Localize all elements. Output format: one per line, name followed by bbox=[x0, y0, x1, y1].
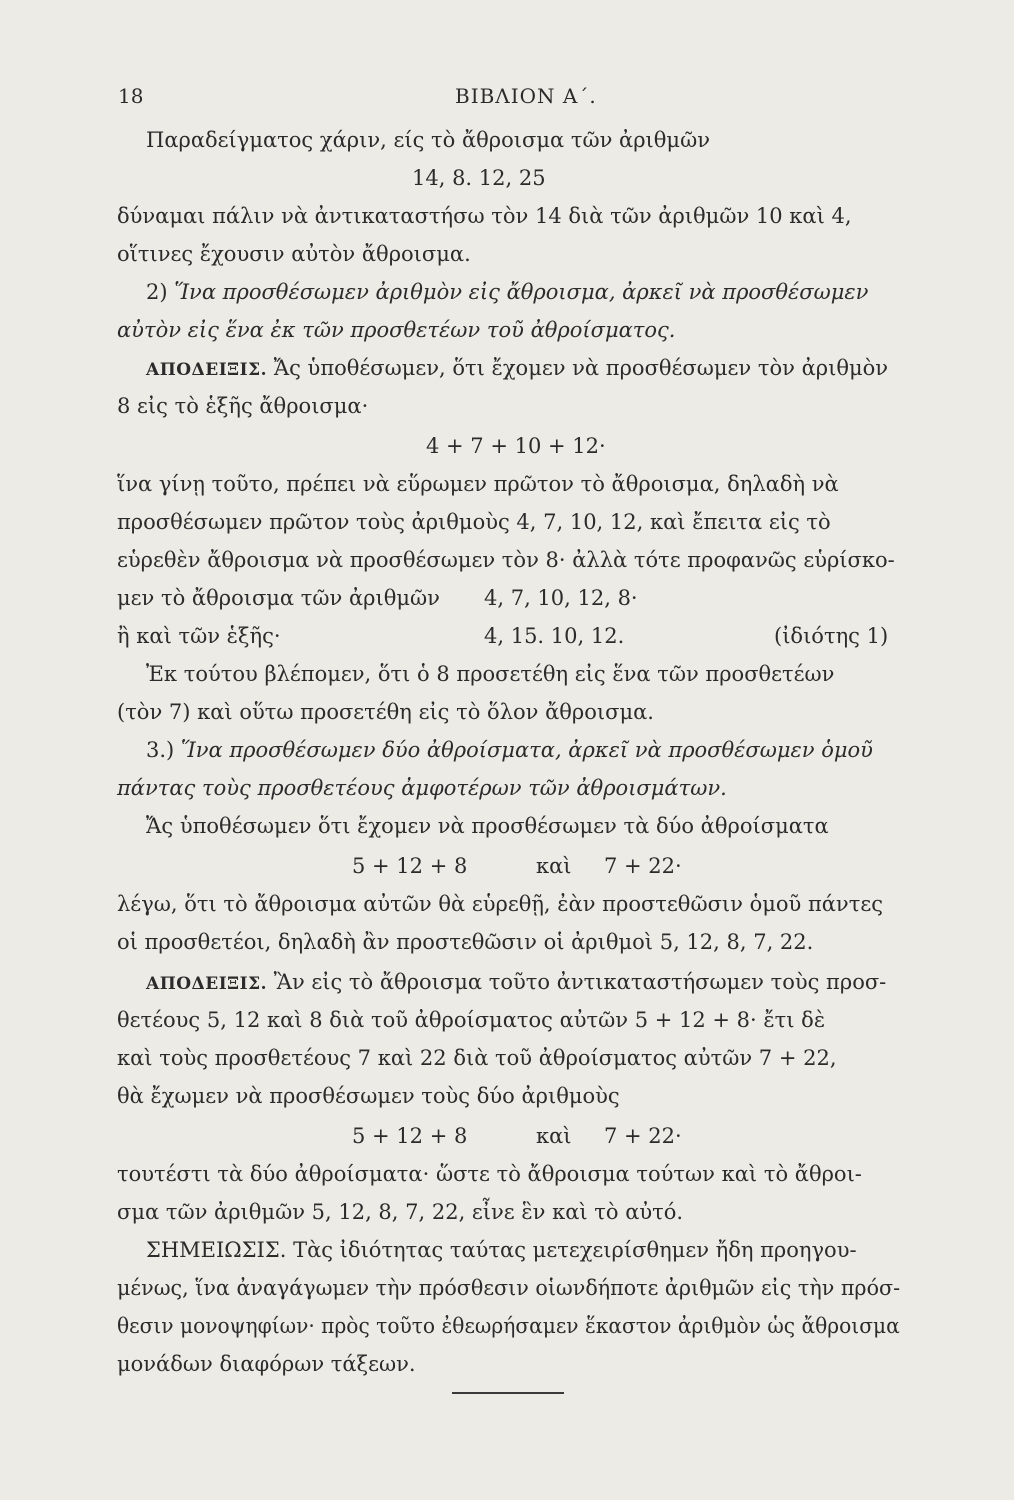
text-line: τουτέστι τὰ δύο ἀθροίσματα· ὥστε τὸ ἄθροισμα τούτων καὶ τὸ ἄθροι- bbox=[117, 1162, 862, 1186]
text-line: οἱ προσθετέοι, δηλαδὴ ἂν προστεθῶσιν οἱ ἀριθμοὶ 5, 12, 8, 7, 22. bbox=[117, 930, 814, 954]
property-statement bbox=[146, 282, 868, 303]
end-rule bbox=[452, 1392, 564, 1394]
text-line: Παραδείγματος χάριν, είς τὸ ἄθροισμα τῶν ἀριθμῶν bbox=[146, 128, 710, 152]
text-line: ἢ καὶ τῶν ἑξῆς· bbox=[117, 624, 281, 648]
equation: 5 + 12 + 8 bbox=[352, 854, 468, 878]
property-text: Ἵνα προσθέσωμεν δύο ἀθροίσματα, ἀρκεῖ νὰ προσθέσωμεν ὁμοῦ bbox=[180, 738, 873, 762]
text-line: καὶ τοὺς προσθετέους 7 καὶ 22 διὰ τοῦ ἀθροίσματος αὐτῶν 7 + 22, bbox=[117, 1046, 837, 1070]
proof-text: Ἂν εἰς τὸ ἄθροισμα τοῦτο ἀντικαταστήσωμεν τοὺς προσ- bbox=[273, 970, 887, 994]
property-statement-cont: πάντας τοὺς προσθετέους ἀμφοτέρων τῶν ἀθροισμάτων. bbox=[117, 776, 727, 800]
equation: 4 + 7 + 10 + 12· bbox=[426, 434, 606, 458]
text-line: οἵτινες ἔχουσιν αὐτὸν ἄθροισμα. bbox=[117, 242, 471, 266]
property-reference: (ἰδιότης 1) bbox=[774, 624, 889, 648]
property-statement-cont: αὐτὸν εἰς ἕνα ἐκ τῶν προσθετέων τοῦ ἀθροίσματος. bbox=[117, 318, 676, 342]
text-line: θετέους 5, 12 καὶ 8 διὰ τοῦ ἀθροίσματος αὐτῶν 5 + 12 + 8· ἔτι δὲ bbox=[117, 1008, 826, 1032]
text-line: εὑρεθὲν ἄθροισμα νὰ προσθέσωμεν τὸν 8· ἀλλὰ τότε προφανῶς εὑρίσκο- bbox=[117, 548, 895, 572]
text-line: θὰ ἔχωμεν νὰ προσθέσωμεν τοὺς δύο ἀριθμοὺς bbox=[117, 1084, 620, 1108]
proof-text: Ἄς ὑποθέσωμεν, ὅτι ἔχομεν νὰ προσθέσωμεν τὸν ἀριθμὸν bbox=[273, 356, 889, 380]
text-line: δύναμαι πάλιν νὰ ἀντικαταστήσω τὸν 14 διὰ τῶν ἀριθμῶν 10 καὶ 4, bbox=[117, 204, 852, 228]
text-line: μεν τὸ ἄθροισμα τῶν ἀριθμῶν bbox=[117, 586, 440, 610]
text-line: Ἄς ὑποθέσωμεν ὅτι ἔχομεν νὰ προσθέσωμεν τὰ δύο ἀθροίσματα bbox=[146, 814, 829, 838]
number-list: 4, 15. 10, 12. bbox=[484, 624, 625, 648]
property-number: 2) bbox=[146, 280, 175, 304]
conjunction: καὶ bbox=[536, 854, 572, 878]
equation: 7 + 22· bbox=[604, 854, 682, 878]
number-list: 4, 7, 10, 12, 8· bbox=[484, 586, 638, 610]
text-line: μονάδων διαφόρων τάξεων. bbox=[117, 1352, 416, 1376]
equation: 5 + 12 + 8 bbox=[352, 1124, 468, 1148]
text-line: θεσιν μονοψηφίων· πρὸς τοῦτο ἐθεωρήσαμεν ἕκαστον ἀριθμὸν ὡς ἄθροισμα bbox=[117, 1314, 900, 1338]
text-line: 8 εἰς τὸ ἑξῆς ἄθροισμα· bbox=[117, 394, 369, 418]
proof-heading: ΑΠΟΔΕΙΞΙΣ. bbox=[146, 974, 268, 994]
text-line: ἵνα γίνῃ τοῦτο, πρέπει νὰ εὕρωμεν πρῶτον τὸ ἄθροισμα, δηλαδὴ νὰ bbox=[117, 472, 839, 496]
equation: 7 + 22· bbox=[604, 1124, 682, 1148]
note-line bbox=[146, 1240, 857, 1261]
number-list: 14, 8. 12, 25 bbox=[412, 166, 546, 190]
text-line: σμα τῶν ἀριθμῶν 5, 12, 8, 7, 22, εἶνε ἓν καὶ τὸ αὐτό. bbox=[117, 1200, 684, 1224]
note-heading: ΣΗΜΕΙΩΣΙΣ. bbox=[146, 1238, 287, 1262]
text-line: Ἐκ τούτου βλέπομεν, ὅτι ὁ 8 προσετέθη εἰς ἕνα τῶν προσθετέων bbox=[146, 662, 835, 686]
proof-heading: ΑΠΟΔΕΙΞΙΣ. bbox=[146, 360, 268, 380]
text-line: (τὸν 7) καὶ οὕτω προσετέθη εἰς τὸ ὅλον ἄθροισμα. bbox=[117, 700, 654, 724]
proof-line bbox=[146, 358, 888, 379]
running-title: ΒΙΒΛΙΟΝ Α΄. bbox=[455, 84, 597, 108]
proof-line bbox=[146, 972, 886, 993]
text-line: προσθέσωμεν πρῶτον τοὺς ἀριθμοὺς 4, 7, 10, 12, καὶ ἔπειτα εἰς τὸ bbox=[117, 510, 831, 534]
page-number: 18 bbox=[118, 84, 144, 108]
property-statement bbox=[146, 740, 873, 761]
text-line: μένως, ἵνα ἀναγάγωμεν τὴν πρόσθεσιν οἱωνδήποτε ἀριθμῶν εἰς τὴν πρόσ- bbox=[117, 1276, 901, 1300]
conjunction: καὶ bbox=[536, 1124, 572, 1148]
note-text: Τὰς ἰδιότητας ταύτας μετεχειρίσθημεν ἤδη προηγου- bbox=[293, 1238, 857, 1262]
property-text: Ἵνα προσθέσωμεν ἀριθμὸν εἰς ἄθροισμα, ἀρκεῖ νὰ προσθέσωμεν bbox=[174, 280, 869, 304]
text-line: λέγω, ὅτι τὸ ἄθροισμα αὐτῶν θὰ εὑρεθῇ, ἐὰν προστεθῶσιν ὁμοῦ πάντες bbox=[117, 892, 883, 916]
property-number: 3.) bbox=[146, 738, 181, 762]
